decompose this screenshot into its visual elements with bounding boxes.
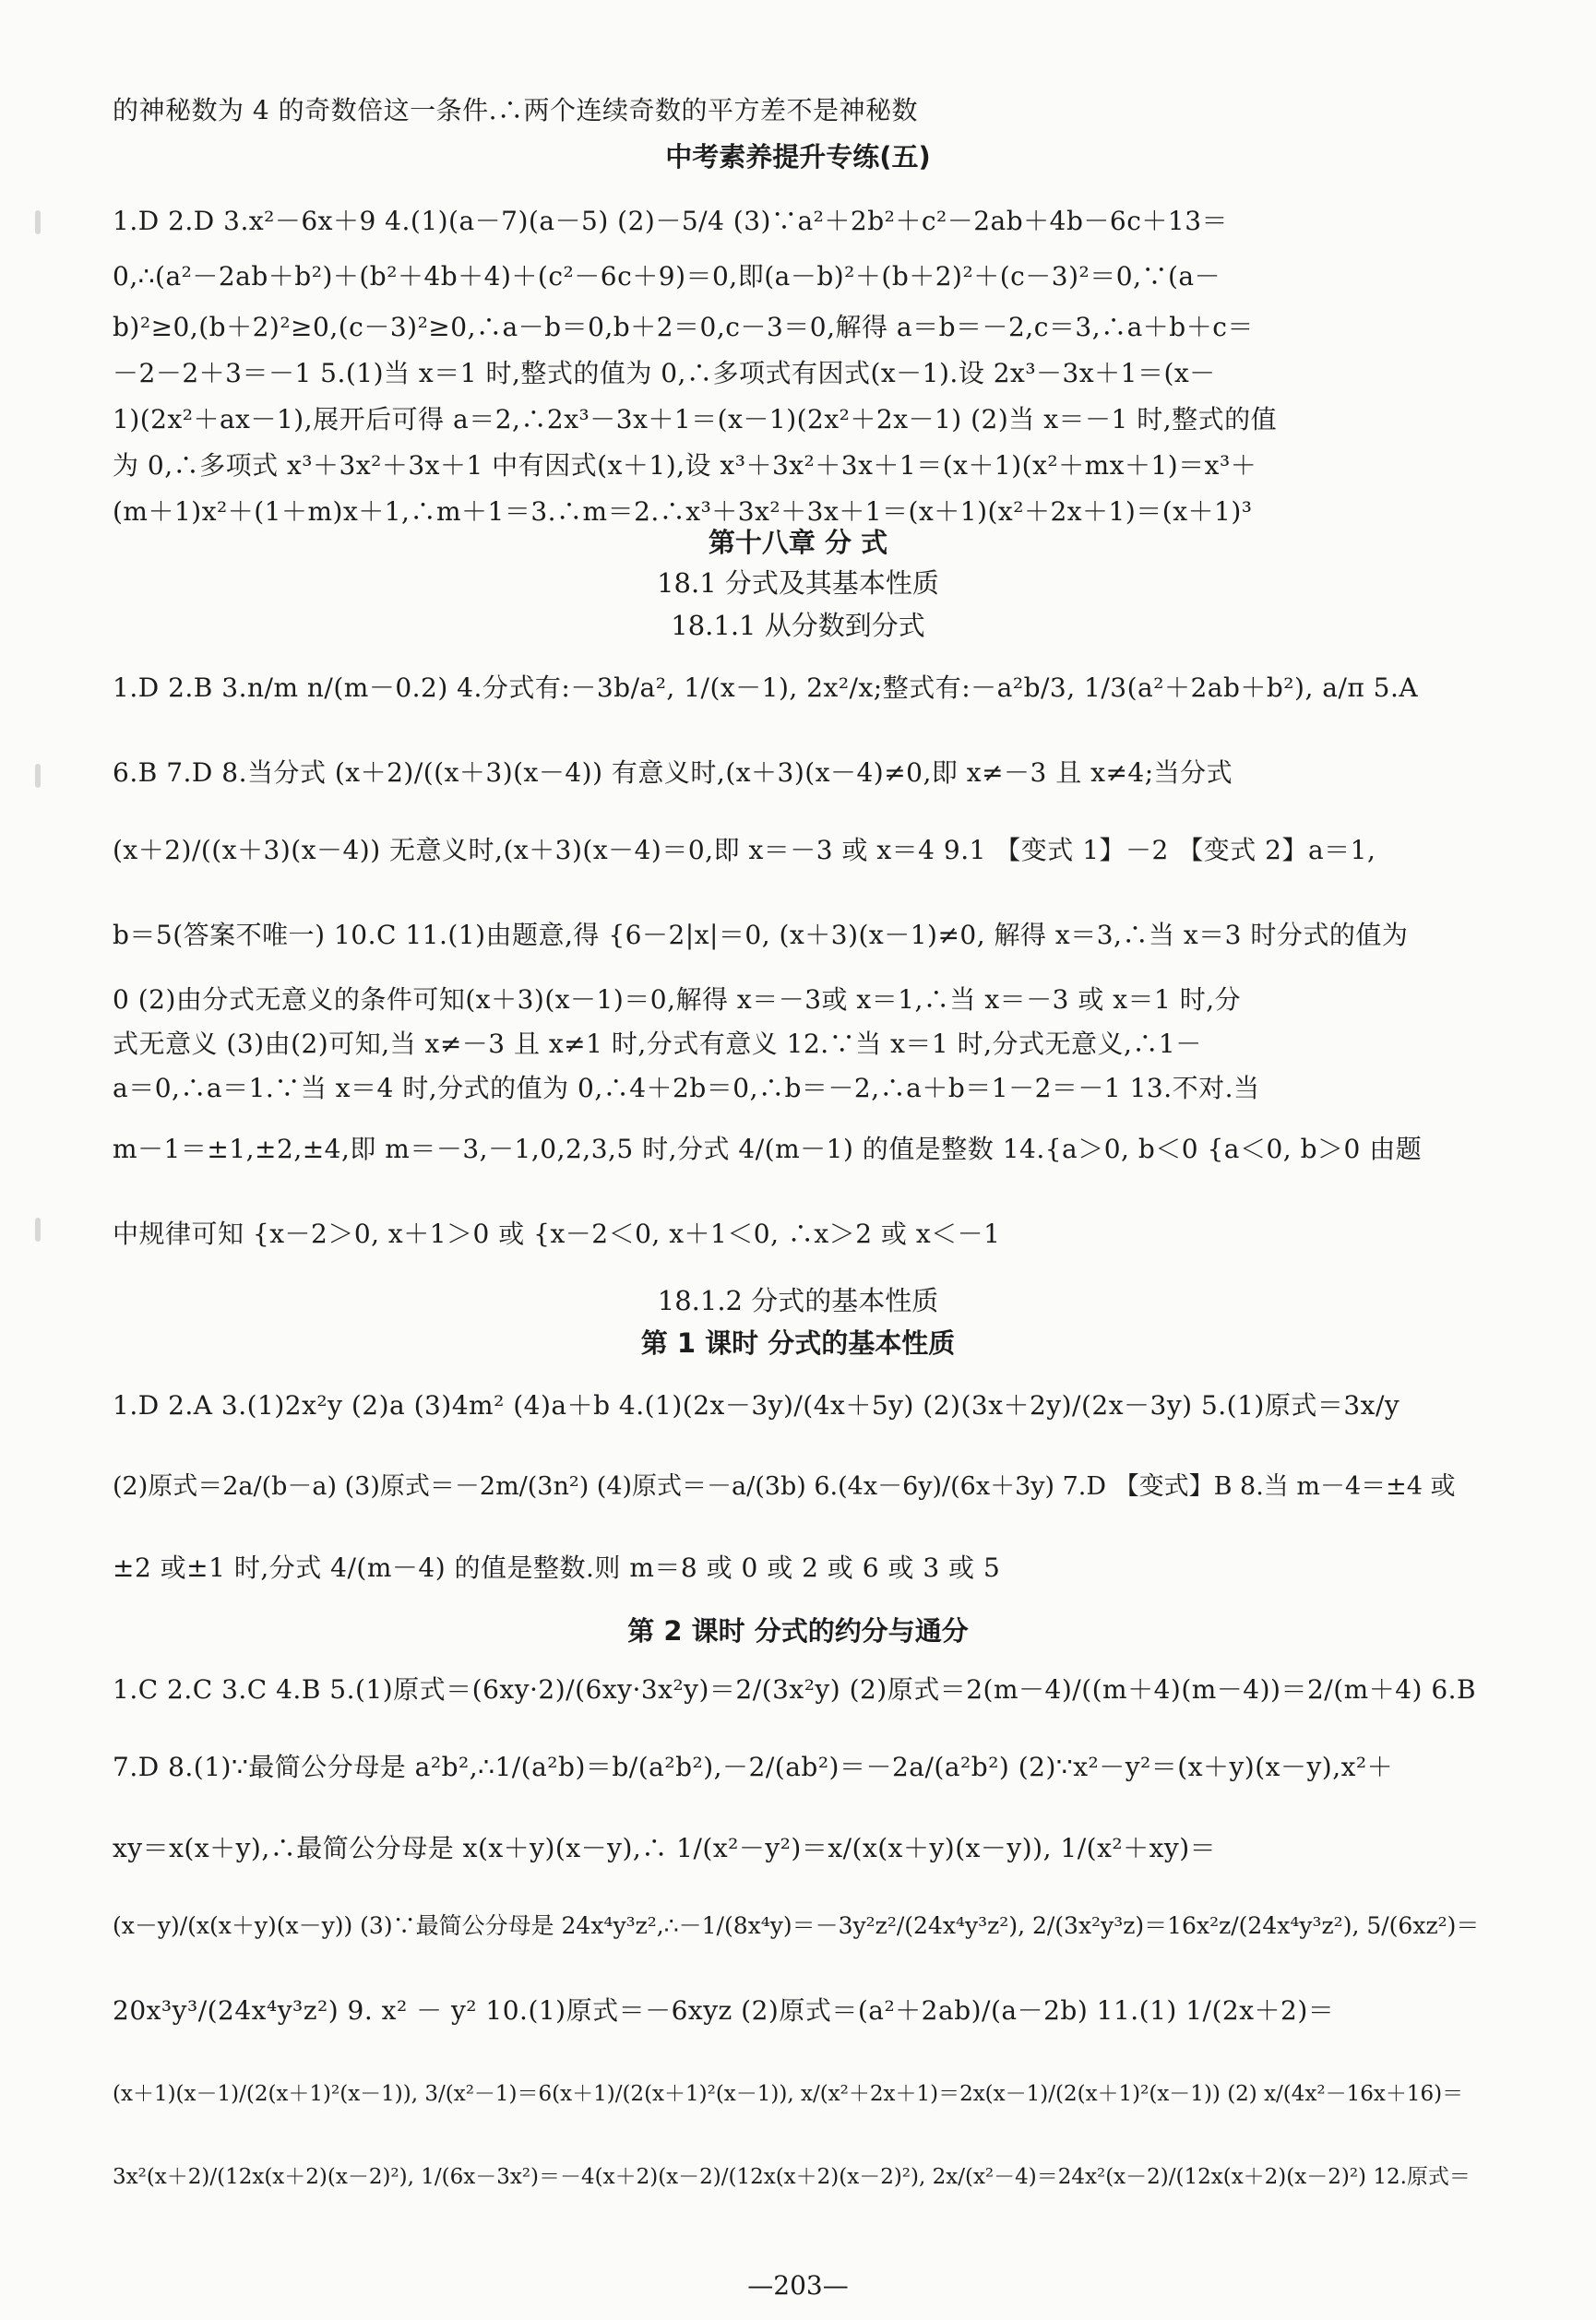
text-line: －2－2＋3＝－1 5.(1)当 x＝1 时,整式的值为 0,∴多项式有因式(x－1).设 2x³－3x＋1＝(x－: [113, 358, 1216, 388]
text-line: 1.D 2.A 3.(1)2x²y (2)a (3)4m² (4)a＋b 4.(1)(2x－3y)/(4x＋5y) (2)(3x＋2y)/(2x－3y) 5.(1)原式＝3x/y: [113, 1390, 1400, 1421]
text-line: 中规律可知 {x－2＞0, x＋1＞0 或 {x－2＜0, x＋1＜0, ∴x＞2 或 x＜－1: [113, 1219, 1001, 1249]
lesson-heading: 第 1 课时 分式的基本性质: [640, 1327, 956, 1359]
text-line: m－1＝±1,±2,±4,即 m＝－3,－1,0,2,3,5 时,分式 4/(m－1) 的值是整数 14.{a＞0, b＜0 {a＜0, b＞0 由题: [113, 1134, 1423, 1164]
subsection-heading: 18.1.1 从分数到分式: [671, 610, 925, 641]
text-line: 1.D 2.B 3.n/m n/(m－0.2) 4.分式有:－3b/a², 1/(x－1), 2x²/x;整式有:－a²b/3, 1/3(a²＋2ab＋b²), a/π 5.A: [113, 672, 1419, 703]
text-line: 1.D 2.D 3.x²－6x＋9 4.(1)(a－7)(a－5) (2)－5/4 (3)∵a²＋2b²＋c²－2ab＋4b－6c＋13＝: [113, 206, 1229, 236]
text-line: (2)原式＝2a/(b－a) (3)原式＝－2m/(3n²) (4)原式＝－a/(3b) 6.(4x－6y)/(6x＋3y) 7.D 【变式】B 8.当 m－4＝±4 或: [113, 1472, 1456, 1501]
text-line: b)²≥0,(b＋2)²≥0,(c－3)²≥0,∴a－b＝0,b＋2＝0,c－3＝0,解得 a＝b＝－2,c＝3,∴a＋b＋c＝: [113, 312, 1254, 342]
text-line: 6.B 7.D 8.当分式 (x＋2)/((x＋3)(x－4)) 有意义时,(x＋3)(x－4)≠0,即 x≠－3 且 x≠4;当分式: [113, 757, 1233, 788]
text-line: a＝0,∴a＝1.∵当 x＝4 时,分式的值为 0,∴4＋2b＝0,∴b＝－2,∴a＋b＝1－2＝－1 13.不对.当: [113, 1073, 1260, 1103]
text-line: 7.D 8.(1)∵最简公分母是 a²b²,∴1/(a²b)＝b/(a²b²),－2/(ab²)＝－2a/(a²b²) (2)∵x²－y²＝(x＋y)(x－y),x²＋: [113, 1752, 1394, 1782]
chapter-title: 第十八章 分 式: [708, 527, 888, 558]
text-line: 的神秘数为 4 的奇数倍这一条件.∴两个连续奇数的平方差不是神秘数: [113, 95, 919, 125]
text-line: 1.C 2.C 3.C 4.B 5.(1)原式＝(6xy·2)/(6xy·3x²y)＝2/(3x²y) (2)原式＝2(m－4)/((m＋4)(m－4))＝2/(m＋4) 6.B: [113, 1674, 1477, 1705]
text-line: 为 0,∴多项式 x³＋3x²＋3x＋1 中有因式(x＋1),设 x³＋3x²＋3x＋1＝(x＋1)(x²＋mx＋1)＝x³＋: [113, 450, 1257, 481]
text-line: (x＋2)/((x＋3)(x－4)) 无意义时,(x＋3)(x－4)＝0,即 x＝－3 或 x＝4 9.1 【变式 1】－2 【变式 2】a＝1,: [113, 835, 1376, 865]
text-line: ±2 或±1 时,分式 4/(m－4) 的值是整数.则 m＝8 或 0 或 2 或 6 或 3 或 5: [113, 1553, 1001, 1583]
scan-mark: [35, 210, 41, 234]
text-line: 0 (2)由分式无意义的条件可知(x＋3)(x－1)＝0,解得 x＝－3或 x＝1,∴当 x＝－3 或 x＝1 时,分: [113, 984, 1242, 1015]
scan-mark: [35, 1218, 41, 1242]
scan-mark: [35, 764, 41, 788]
text-line: (m＋1)x²＋(1＋m)x＋1,∴m＋1＝3.∴m＝2.∴x³＋3x²＋3x＋1＝(x＋1)(x²＋2x＋1)＝(x＋1)³: [113, 496, 1253, 527]
text-line: 式无意义 (3)由(2)可知,当 x≠－3 且 x≠1 时,分式有意义 12.∵当 x＝1 时,分式无意义,∴1－: [113, 1029, 1202, 1059]
page-number: —203—: [747, 2270, 849, 2301]
text-line: 20x³y³/(24x⁴y³z²) 9. x² － y² 10.(1)原式＝－6xyz (2)原式＝(a²＋2ab)/(a－2b) 11.(1) 1/(2x＋2)＝: [113, 1995, 1335, 2026]
section-title: 中考素养提升专练(五): [665, 141, 931, 173]
text-line: (x＋1)(x－1)/(2(x＋1)²(x－1)), 3/(x²－1)＝6(x＋1)/(2(x＋1)²(x－1)), x/(x²＋2x＋1)＝2x(x－1)/(2(x＋1)²(x－1)) (2) x/(4x²－16x＋16)＝: [113, 2082, 1464, 2106]
text-line: 1)(2x²＋ax－1),展开后可得 a＝2,∴2x³－3x＋1＝(x－1)(2x²＋2x－1) (2)当 x＝－1 时,整式的值: [113, 404, 1278, 434]
text-line: b＝5(答案不唯一) 10.C 11.(1)由题意,得 {6－2|x|＝0, (x＋3)(x－1)≠0, 解得 x＝3,∴当 x＝3 时分式的值为: [113, 920, 1409, 950]
lesson-heading: 第 2 课时 分式的约分与通分: [627, 1615, 969, 1647]
subsection-heading: 18.1.2 分式的基本性质: [657, 1285, 939, 1316]
text-line: 3x²(x＋2)/(12x(x＋2)(x－2)²), 1/(6x－3x²)＝－4(x＋2)(x－2)/(12x(x＋2)(x－2)²), 2x/(x²－4)＝24x²(x－2)/(12x(x＋2)(x－2)²) 12.原式＝: [113, 2165, 1471, 2189]
section-heading: 18.1 分式及其基本性质: [657, 567, 939, 599]
text-line: 0,∴(a²－2ab＋b²)＋(b²＋4b＋4)＋(c²－6c＋9)＝0,即(a－b)²＋(b＋2)²＋(c－3)²＝0,∵(a－: [113, 261, 1221, 291]
text-line: xy＝x(x＋y),∴最简公分母是 x(x＋y)(x－y),∴ 1/(x²－y²)＝x/(x(x＋y)(x－y)), 1/(x²＋xy)＝: [113, 1833, 1217, 1863]
text-line: (x－y)/(x(x＋y)(x－y)) (3)∵最简公分母是 24x⁴y³z²,∴－1/(8x⁴y)＝－3y²z²/(24x⁴y³z²), 2/(3x²y³z)＝16x²z/(24x⁴y³z²), 5/(6xz²)＝: [113, 1912, 1480, 1939]
